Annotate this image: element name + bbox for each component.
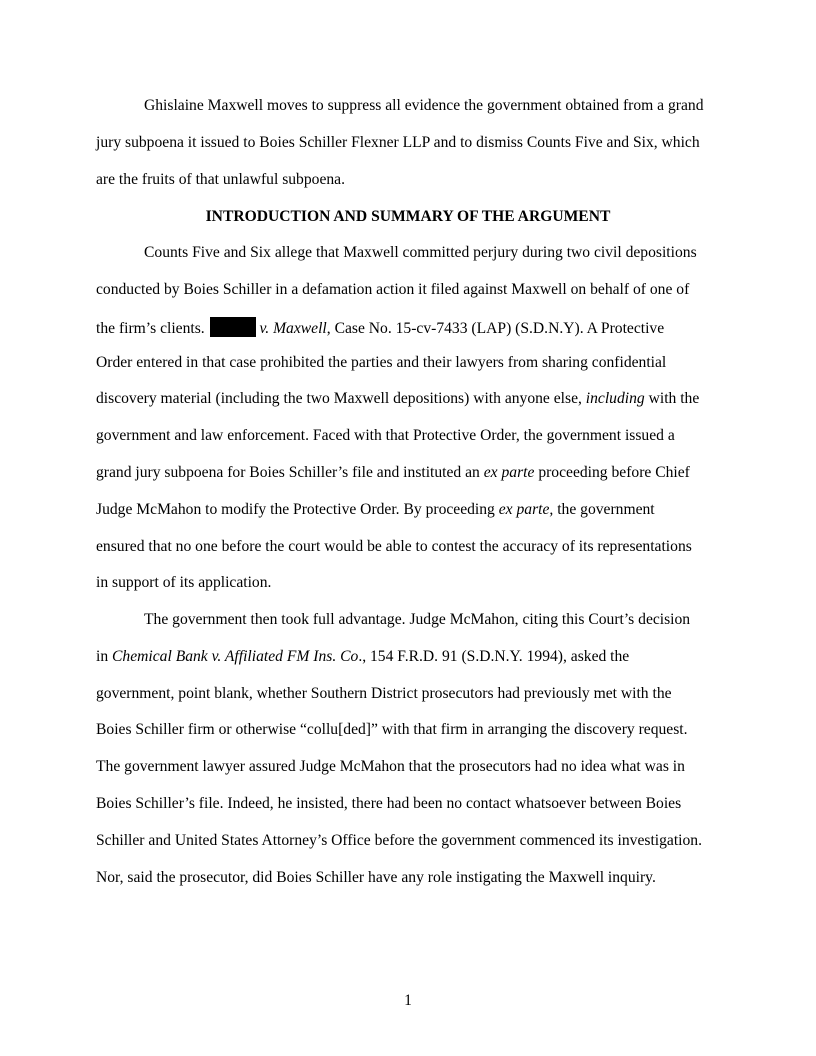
- p3-line-6: Boies Schiller’s file. Indeed, he insisted, there had been no contact whatsoever between Boies: [96, 795, 682, 812]
- case-name-italic: v. Maxwell: [255, 320, 327, 337]
- p3-line-7: Schiller and United States Attorney’s Office before the government commenced its investigation.: [96, 832, 702, 849]
- p2-line-3: [96, 317, 664, 338]
- p3-line-2: [96, 648, 629, 666]
- p2-line-4: Order entered in that case prohibited the parties and their lawyers from sharing confidential: [96, 354, 667, 371]
- p2-line-5-text-a: discovery material (including the two Maxwell depositions) with anyone else,: [96, 390, 586, 407]
- p3-line-8: Nor, said the prosecutor, did Boies Schiller have any role instigating the Maxwell inquiry.: [96, 869, 656, 886]
- p1-line-1: Ghislaine Maxwell moves to suppress all evidence the government obtained from a grand: [144, 97, 704, 114]
- p2-line-5-italic: including: [585, 390, 645, 407]
- p2-line-8: [96, 501, 655, 519]
- p2-line-5: [96, 390, 699, 408]
- p2-line-9: ensured that no one before the court would be able to contest the accuracy of its representations: [96, 538, 692, 555]
- p2-line-7-italic: ex parte: [483, 464, 535, 481]
- p1-line-3: are the fruits of that unlawful subpoena.: [96, 171, 345, 188]
- p3-line-2-italic: Chemical Bank v. Affiliated FM Ins. Co: [112, 648, 359, 665]
- p2-line-3-text-a: the firm’s clients.: [96, 320, 209, 337]
- p3-line-2-text-a: in: [96, 648, 113, 665]
- page-number: 1: [404, 992, 412, 1009]
- section-heading: INTRODUCTION AND SUMMARY OF THE ARGUMENT: [205, 208, 611, 225]
- p2-line-7-text-a: grand jury subpoena for Boies Schiller’s file and instituted an: [96, 464, 484, 481]
- p3-line-2-text-b: ., 154 F.R.D. 91 (S.D.N.Y. 1994), asked the: [358, 648, 630, 665]
- p2-line-1: Counts Five and Six allege that Maxwell committed perjury during two civil depositions: [144, 244, 697, 261]
- p2-line-6: government and law enforcement. Faced with that Protective Order, the government issued a: [96, 427, 675, 444]
- redaction-block: [210, 317, 256, 337]
- p2-line-8-italic: ex parte,: [498, 501, 554, 518]
- p2-line-2: conducted by Boies Schiller in a defamation action it filed against Maxwell on behalf of one of: [96, 281, 690, 298]
- p3-line-5: The government lawyer assured Judge McMahon that the prosecutors had no idea what was in: [96, 758, 685, 775]
- p3-line-1: The government then took full advantage. Judge McMahon, citing this Court’s decision: [144, 611, 691, 628]
- p2-line-7-text-b: proceeding before Chief: [534, 464, 690, 481]
- p2-line-3-text-b: , Case No. 15-cv-7433 (LAP) (S.D.N.Y). A Protective: [326, 320, 665, 337]
- p2-line-5-text-b: with the: [644, 390, 700, 407]
- p2-line-8-text-a: Judge McMahon to modify the Protective Order. By proceeding: [96, 501, 499, 518]
- p2-line-10: in support of its application.: [96, 574, 272, 591]
- p3-line-3: government, point blank, whether Southern District prosecutors had previously met with the: [96, 685, 672, 702]
- p3-line-4: Boies Schiller firm or otherwise “collu[ded]” with that firm in arranging the discovery request.: [96, 721, 688, 738]
- p1-line-2: jury subpoena it issued to Boies Schiller Flexner LLP and to dismiss Counts Five and Six, which: [96, 134, 700, 151]
- p2-line-8-text-b: the government: [553, 501, 655, 518]
- p2-line-7: [96, 464, 690, 482]
